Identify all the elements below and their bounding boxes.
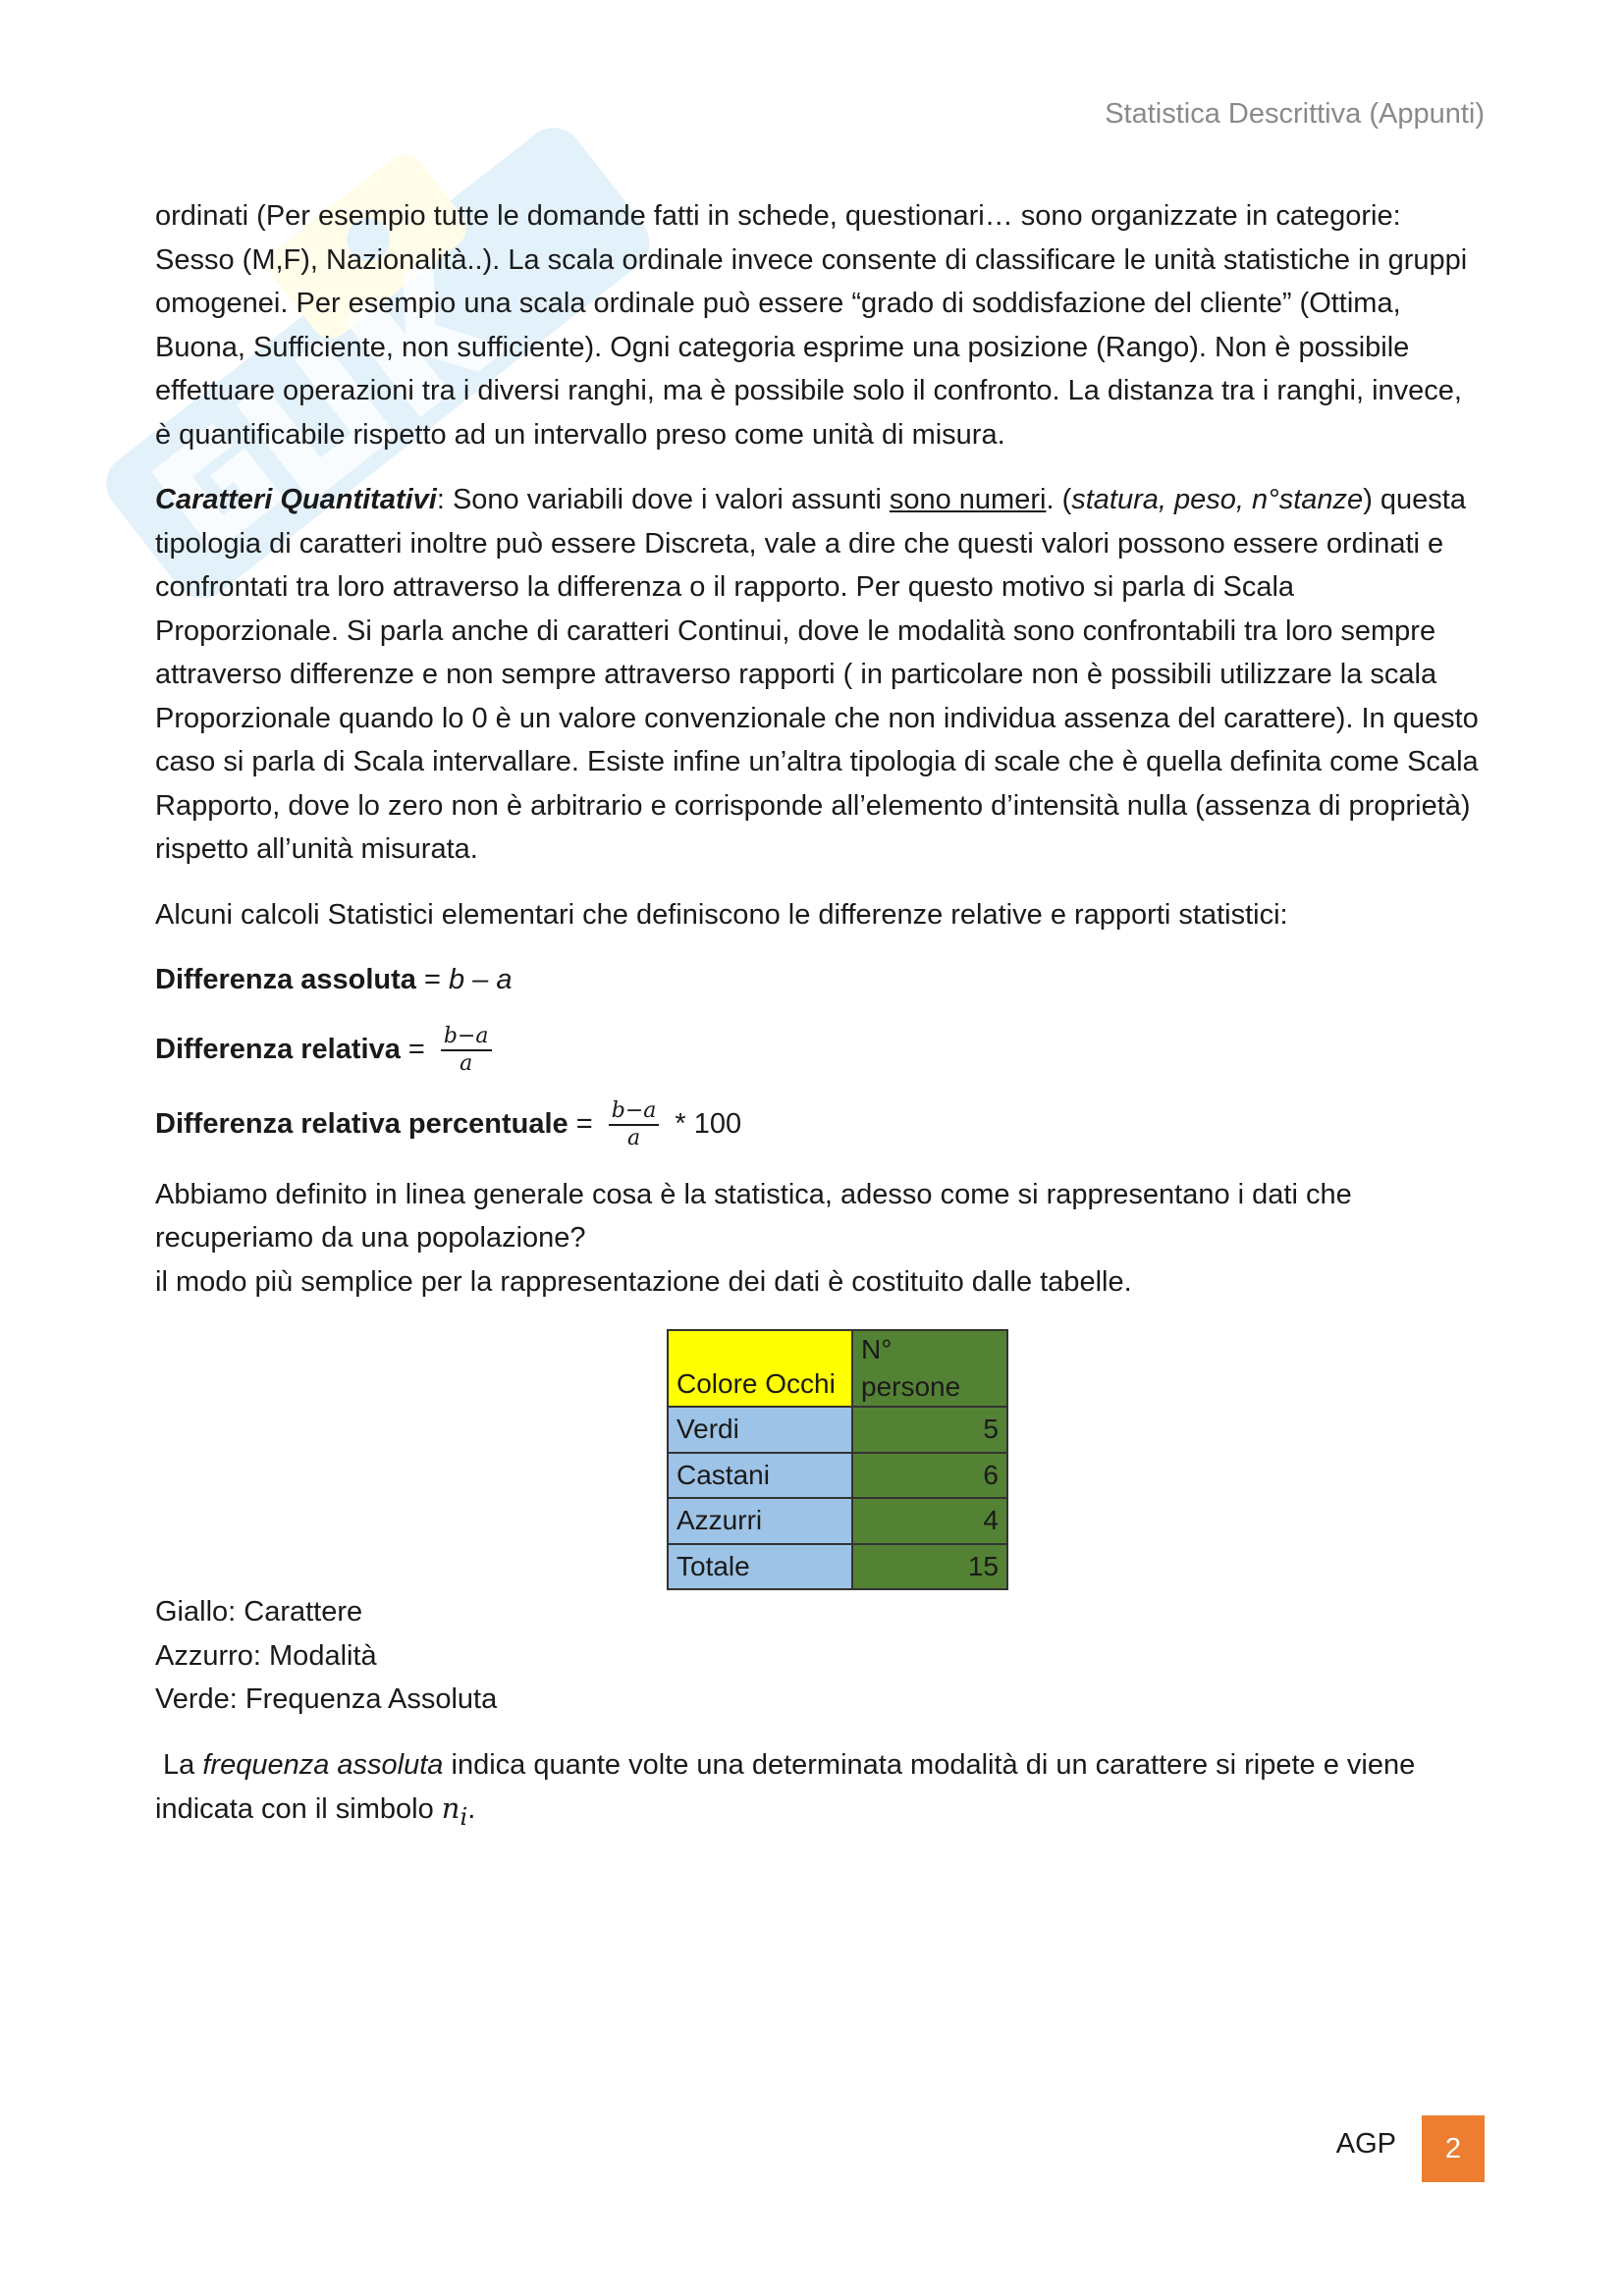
frequency-cell: 5 (852, 1407, 1007, 1453)
formula-differenza-relativa-percentuale: Differenza relativa percentuale = $\frac{b-a}{a}$ * 100 (155, 1097, 742, 1150)
header-cell-frequency: N° persone (852, 1330, 1007, 1407)
page-number: 2 (1422, 2115, 1485, 2182)
document-body (155, 194, 1481, 1860)
frequency-table (667, 1329, 1008, 1590)
table-row (668, 1407, 1007, 1453)
table-header-row (668, 1330, 1007, 1407)
paragraph-ordinal-scale: ordinati (Per esempio tutte le domande fatti in schede, questionari… sono organizzate in categorie: Sesso (M,F), Nazionalità..). La scala ordinale invece consente di classificare le unità statistiche in gruppi omogenei. Per esempio una scala ordinale può essere “grado di soddisfazione del cliente” (Ottima, Buona, Sufficiente, non sufficiente). Ogni categoria esprime una posizione (Rango). Non è possibile effettuare operazioni tra i diversi ranghi, ma è possibile solo il confronto. La distanza tra i ranghi, invece, è quantificabile rispetto ad un intervallo preso come unità di misura. (155, 200, 1468, 451)
table-row-total (668, 1544, 1007, 1590)
formula-differenza-assoluta: Differenza assoluta = b – a (155, 964, 513, 995)
formula-differenza-relativa: Differenza relativa = $\frac{b-a}{a}$ (155, 1024, 1481, 1077)
legend-yellow: Giallo: Carattere (155, 1596, 363, 1628)
underlined-text: sono numeri (889, 484, 1047, 515)
term-caratteri-quantitativi: Caratteri Quantitativi (155, 484, 437, 515)
frequency-table-wrapper (155, 1329, 1481, 1590)
modality-cell: Castani (668, 1453, 852, 1499)
modality-cell: Verdi (668, 1407, 852, 1453)
color-legend (155, 1590, 1481, 1722)
frequency-cell: 15 (852, 1544, 1007, 1590)
frequency-cell: 6 (852, 1453, 1007, 1499)
paragraph-rappresentazione: Abbiamo definito in linea generale cosa è la statistica, adesso come si rappresentano i dati che recuperiamo da una popolazione? il modo più semplice per la rappresentazione dei dati è costituito dalle tabelle. (155, 1178, 1352, 1298)
fraction: $\frac{b-a}{a}$ (609, 1098, 660, 1151)
legend-green: Verde: Frequenza Assoluta (155, 1683, 498, 1715)
paragraph-quantitative: Caratteri Quantitativi: Sono variabili dove i valori assunti sono numeri. (statura, peso, n°stanze) questa tipologia di caratteri inoltre può essere Discreta, vale a dire che questi valori possono essere ordinati e confrontati tra loro attraverso la differenza o il rapporto. Per questo motivo si parla di Scala Proporzionale. Si parla anche di caratteri Continui, dove le modalità sono confrontabili tra loro sempre attraverso differenze e non sempre attraverso rapporti ( in particolare non è possibili utilizzare la scala Proporzionale quando lo 0 è un valore convenzionale che non individua assenza del carattere). In questo caso si parla di Scala intervallare. Esiste infine un’altra tipologia di scale che è quella definita come Scala Rapporto, dove lo zero non è arbitrario e corrisponde all’elemento d’intensità nulla (assenza di proprietà) rispetto all’unità misurata. (155, 484, 1479, 865)
paragraph-calcoli: Alcuni calcoli Statistici elementari che definiscono le differenze relative e rapporti statistici: (155, 898, 1288, 931)
paragraph-frequenza-assoluta: La frequenza assoluta indica quante volte una determinata modalità di un carattere si ripete e viene indicata con il simbolo $n_i$. (155, 1748, 1416, 1831)
modality-cell: Totale (668, 1544, 852, 1590)
header-cell-character: Colore Occhi (668, 1330, 852, 1407)
symbol-n-i: $n_i$ (441, 1791, 468, 1831)
table-row (668, 1453, 1007, 1499)
running-header: Statistica Descrittiva (Appunti) (1105, 98, 1485, 130)
fraction: $\frac{b-a}{a}$ (441, 1024, 492, 1077)
modality-cell: Azzurri (668, 1498, 852, 1544)
footer-author: AGP (1335, 2128, 1396, 2160)
frequency-cell: 4 (852, 1498, 1007, 1544)
legend-blue: Azzurro: Modalità (155, 1639, 377, 1672)
table-row (668, 1498, 1007, 1544)
